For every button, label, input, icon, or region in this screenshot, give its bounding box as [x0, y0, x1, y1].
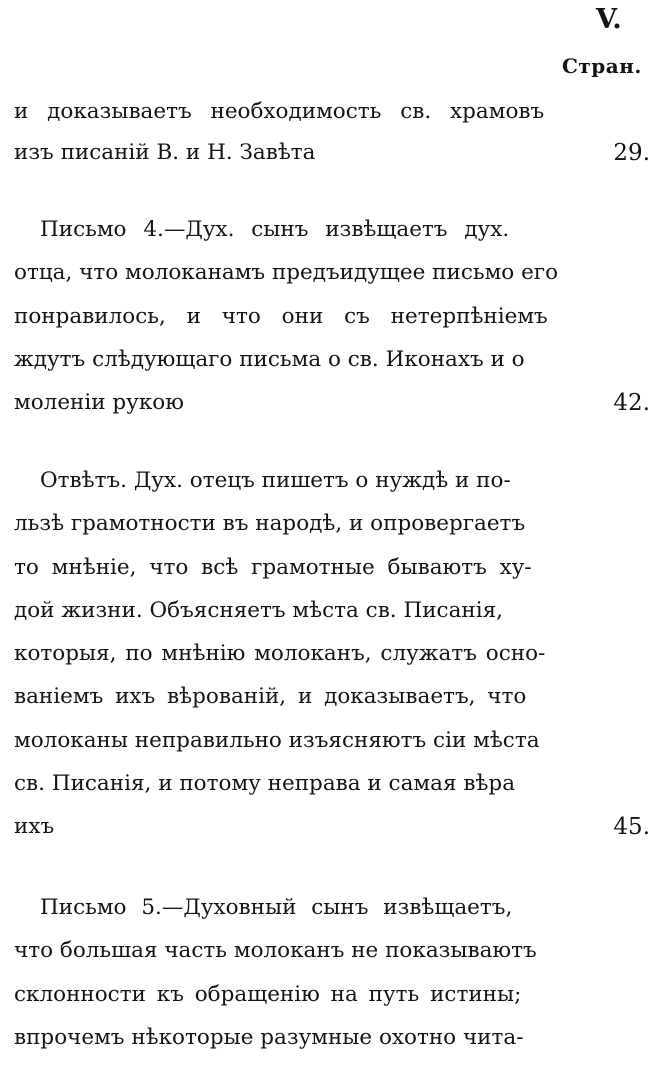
entry-line: то мнѣніе, что всѣ грамотные бываютъ ху-: [14, 555, 532, 580]
entry-page-number: 42.: [613, 390, 650, 416]
entry-line: и доказываетъ необходимость св. храмовъ: [14, 99, 545, 124]
entry-line: льзѣ грамотности въ народѣ, и опровергаетъ: [14, 511, 526, 536]
entry-line: Отвѣтъ. Дух. отецъ пишетъ о нуждѣ и по-: [40, 468, 511, 493]
entry-line: изъ писаній В. и Н. Завѣта: [14, 140, 316, 165]
entry-line: понравилось, и что они съ нетерпѣніемъ: [14, 304, 548, 329]
page-column-header: Стран.: [562, 54, 642, 78]
entry-line: св. Писанія, и потому неправа и самая вѣра: [14, 771, 516, 796]
entry-line: моленіи рукою: [14, 390, 184, 415]
entry-line: ваніемъ ихъ вѣрованій, и доказываетъ, что: [14, 684, 527, 709]
entry-page-number: 29.: [613, 140, 650, 166]
entry-line: ждутъ слѣдующаго письма о св. Иконахъ и о: [14, 347, 525, 372]
entry-page-number: 45.: [613, 814, 650, 840]
page-number: V.: [596, 4, 622, 35]
entry-line: дой жизни. Объясняетъ мѣста св. Писанія,: [14, 598, 504, 623]
entry-line: ихъ: [14, 814, 55, 839]
entry-line: молоканы неправильно изъясняютъ сіи мѣста: [14, 728, 540, 753]
entry-line: Письмо 5.—Духовный сынъ извѣщаетъ,: [40, 895, 513, 920]
entry-line: что большая часть молоканъ не показываютъ: [14, 938, 537, 963]
entry-line: Письмо 4.—Дух. сынъ извѣщаетъ дух.: [40, 217, 510, 242]
entry-line: склонности къ обращенію на путь истины;: [14, 982, 522, 1007]
entry-line: отца, что молоканамъ предъидущее письмо его: [14, 260, 559, 285]
entry-line: впрочемъ нѣкоторые разумные охотно чита-: [14, 1025, 524, 1050]
entry-line: которыя, по мнѣнію молоканъ, служатъ осно-: [14, 641, 546, 666]
